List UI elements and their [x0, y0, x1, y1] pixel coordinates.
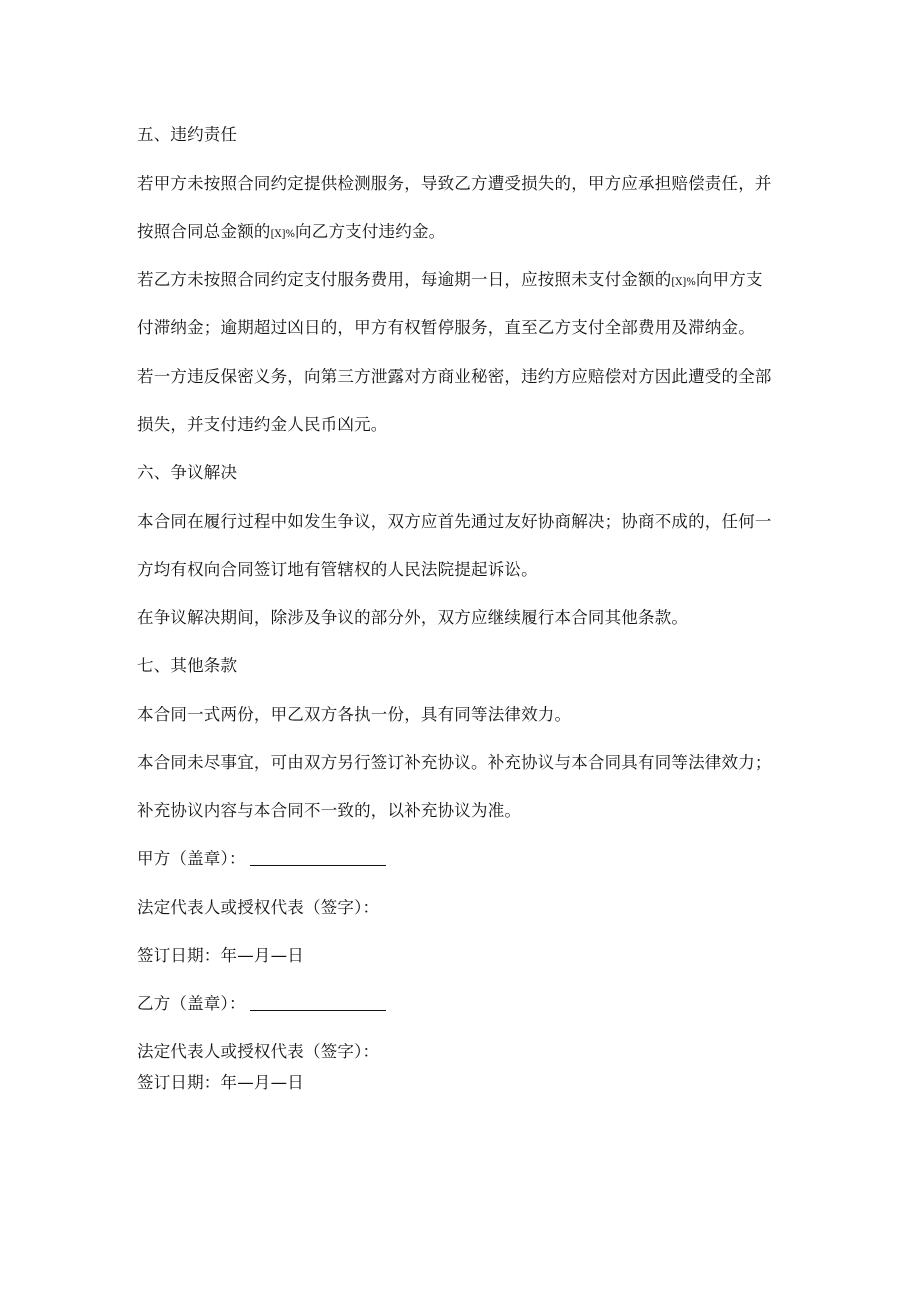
party-b-seal-label: 乙方（盖章）： [137, 994, 246, 1013]
breach-clause-2-text-a: 若乙方未按照合同约定支付服务费用，每逾期一日，应按照未支付金额的 [137, 270, 672, 289]
party-b-seal [137, 993, 386, 1015]
dispute-clause-1-line-1: 本合同在履行过程中如发生争议，双方应首先通过友好协商解决；协商不成的，任何一 [137, 512, 772, 531]
party-b-seal-blank[interactable] [250, 994, 386, 1011]
party-b-representative: 法定代表人或授权代表（签字）： [137, 1042, 380, 1061]
section-heading-dispute: 六、争议解决 [137, 463, 238, 482]
party-b-sign-date: 签订日期：年—月—日 [137, 1073, 304, 1092]
party-a-representative: 法定代表人或授权代表（签字）： [137, 898, 380, 917]
breach-clause-2-line-2: 付滞纳金；逾期超过凶日的，甲方有权暂停服务，直至乙方支付全部费用及滞纳金。 [137, 318, 755, 337]
breach-clause-1-line-1: 若甲方未按照合同约定提供检测服务，导致乙方遭受损失的，甲方应承担赔偿责任，并 [137, 174, 772, 193]
breach-clause-1-text-a: 按照合同总金额的 [137, 222, 271, 241]
dispute-clause-2: 在争议解决期间，除涉及争议的部分外，双方应继续履行本合同其他条款。 [137, 608, 689, 627]
breach-clause-1-line-2 [137, 221, 445, 246]
percentage-placeholder: [X]% [270, 229, 296, 240]
section-heading-breach: 五、违约责任 [137, 125, 238, 144]
breach-clause-3-line-2: 损失，并支付违约金人民币凶元。 [137, 415, 388, 434]
breach-clause-1-text-b: 向乙方支付违约金。 [295, 222, 446, 241]
other-clause-2-line-1: 本合同未尽事宜，可由双方另行签订补充协议。补充协议与本合同具有同等法律效力； [137, 753, 772, 772]
breach-clause-2-line-1 [137, 269, 763, 294]
dispute-clause-1-line-2: 方均有权向合同签订地有管辖权的人民法院提起诉讼。 [137, 560, 538, 579]
other-clause-1: 本合同一式两份，甲乙双方各执一份，具有同等法律效力。 [137, 705, 572, 724]
percentage-placeholder: [X]% [671, 277, 696, 288]
party-a-seal [137, 848, 386, 870]
party-a-sign-date: 签订日期：年—月—日 [137, 946, 304, 965]
party-a-seal-label: 甲方（盖章）： [137, 849, 246, 868]
breach-clause-2-text-b: 向甲方支 [695, 270, 763, 289]
section-heading-other: 七、其他条款 [137, 656, 238, 675]
other-clause-2-line-2: 补充协议内容与本合同不一致的，以补充协议为准。 [137, 801, 522, 820]
breach-clause-3-line-1: 若一方违反保密义务，向第三方泄露对方商业秘密，违约方应赔偿对方因此遭受的全部 [137, 367, 772, 386]
party-a-seal-blank[interactable] [250, 849, 386, 866]
